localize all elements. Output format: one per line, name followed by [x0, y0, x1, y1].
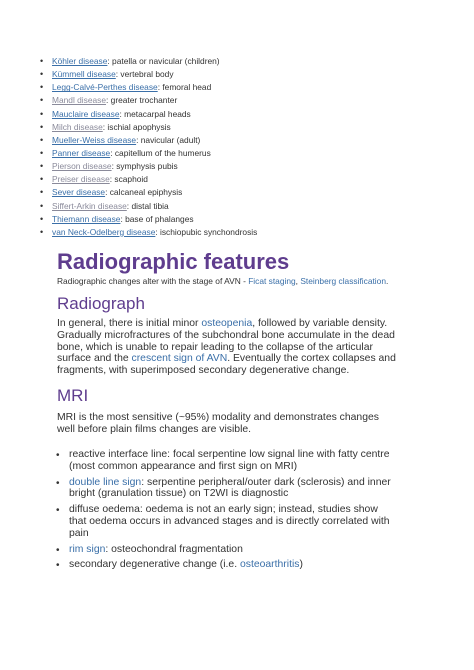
disease-description: : vertebral body — [115, 69, 174, 80]
disease-link[interactable]: Preiser disease — [52, 174, 110, 185]
list-item — [40, 81, 257, 94]
list-item — [40, 200, 257, 213]
bullet-icon: • — [40, 200, 44, 211]
list-item — [40, 55, 257, 68]
list-item: • secondary degenerative change (i.e. osteoarthritis) — [56, 559, 303, 572]
bullet-icon: • — [40, 121, 44, 132]
bullet-icon: • — [40, 56, 44, 66]
bullet-icon: • — [40, 134, 44, 145]
rim-sign-link[interactable]: rim sign — [69, 543, 106, 555]
bullet-icon: • — [56, 505, 60, 517]
disease-link[interactable]: Milch disease — [52, 121, 103, 132]
disease-description: : symphysis pubis — [111, 161, 178, 172]
osteopenia-link[interactable]: osteopenia — [201, 318, 253, 329]
disease-link[interactable]: Mandl disease — [52, 95, 107, 106]
list-item — [40, 108, 257, 121]
list-item: • diffuse oedema: oedema is not an early sign; instead, studies show that oedema occurs in advanced stages and is directly correlated with pain — [56, 504, 390, 539]
mri-heading: MRI — [57, 386, 89, 405]
list-item — [40, 173, 257, 186]
bullet-icon: • — [56, 560, 60, 572]
disease-description: : calcaneal epiphysis — [105, 187, 183, 198]
bullet-icon: • — [56, 450, 60, 461]
bullet-icon: • — [40, 161, 44, 172]
disease-link[interactable]: Thiemann disease — [52, 213, 121, 224]
crescent-sign-link[interactable]: crescent sign of AVN — [131, 353, 228, 365]
disease-link[interactable]: Legg-Calvé-Perthes disease — [52, 82, 158, 93]
disease-list — [40, 55, 258, 239]
bullet-icon: • — [40, 82, 44, 93]
radiograph-paragraph: In general, there is initial minor osteopenia, followed by variable density. Gradually microfractures of the subchondral bone accumulate in the dead bone, which is unable to repair leading to the collapse of the articular surface and the crescent sign of AVN. Eventually the cortex collapses and fragments, with superimposed secondary degenerative change. — [57, 318, 396, 377]
ficat-staging-link[interactable]: Ficat staging — [248, 276, 296, 286]
list-item — [40, 213, 257, 226]
list-item — [40, 134, 257, 147]
bullet-icon: • — [40, 69, 44, 80]
list-item: • reactive interface line: focal serpentine low signal line with fatty centre (most common appearance and first sign on MRI) — [56, 449, 390, 472]
mri-paragraph: MRI is the most sensitive (~95%) modality and demonstrates changes well before plain films changes are visible. — [57, 412, 379, 435]
osteoarthritis-link[interactable]: osteoarthritis — [239, 559, 300, 571]
page-title: Radiographic features — [57, 249, 290, 274]
steinberg-classification-link[interactable]: Steinberg classification — [300, 276, 386, 286]
bullet-icon: • — [40, 226, 44, 237]
bullet-icon: • — [40, 95, 44, 106]
mri-findings-list — [56, 449, 429, 575]
disease-link[interactable]: Pierson disease — [52, 161, 112, 172]
list-item — [40, 160, 257, 173]
double-line-sign-link[interactable]: double line sign — [69, 476, 142, 488]
disease-link[interactable]: Panner disease — [52, 147, 111, 158]
disease-description: : metacarpal heads — [119, 108, 191, 119]
disease-description: : femoral head — [157, 82, 212, 93]
radiograph-heading: Radiograph — [57, 294, 145, 313]
disease-link[interactable]: Köhler disease — [52, 56, 108, 66]
disease-description: : distal tibia — [126, 200, 169, 211]
bullet-icon: • — [40, 174, 44, 185]
list-item: • rim sign: osteochondral fragmentation — [56, 543, 243, 556]
list-item — [40, 226, 258, 239]
disease-description: : ischial apophysis — [102, 121, 171, 132]
bullet-icon: • — [56, 477, 60, 489]
list-item — [40, 121, 257, 134]
list-item — [40, 68, 257, 81]
disease-link[interactable]: Mauclaire disease — [52, 108, 120, 119]
disease-description: : capitellum of the humerus — [110, 147, 211, 158]
disease-description: : greater trochanter — [106, 95, 178, 106]
bullet-icon: • — [56, 544, 60, 556]
disease-link[interactable]: van Neck-Odelberg disease — [52, 226, 156, 237]
disease-link[interactable]: Siffert-Arkin disease — [52, 200, 127, 211]
disease-link[interactable]: Sever disease — [52, 187, 106, 198]
disease-description: : ischiopubic synchondrosis — [155, 226, 258, 237]
list-item — [40, 94, 257, 107]
disease-description: : patella or navicular (children) — [107, 56, 220, 66]
bullet-icon: • — [40, 147, 44, 158]
disease-link[interactable]: Mueller-Weiss disease — [52, 134, 137, 145]
disease-description: : base of phalanges — [120, 213, 194, 224]
disease-description: : navicular (adult) — [136, 134, 201, 145]
list-item — [40, 147, 257, 160]
list-item: • double line sign: serpentine peripheral/outer dark (sclerosis) and inner bright (granulation tissue) on T2WI is diagnostic — [56, 476, 391, 500]
intro-text: Radiographic changes alter with the stage of AVN - Ficat staging, Steinberg classification. — [57, 276, 389, 286]
bullet-icon: • — [40, 213, 44, 224]
bullet-icon: • — [40, 187, 44, 198]
disease-link[interactable]: Kümmell disease — [52, 69, 116, 80]
list-item — [40, 186, 257, 199]
disease-description: : scaphoid — [109, 174, 148, 185]
bullet-icon: • — [40, 108, 44, 119]
